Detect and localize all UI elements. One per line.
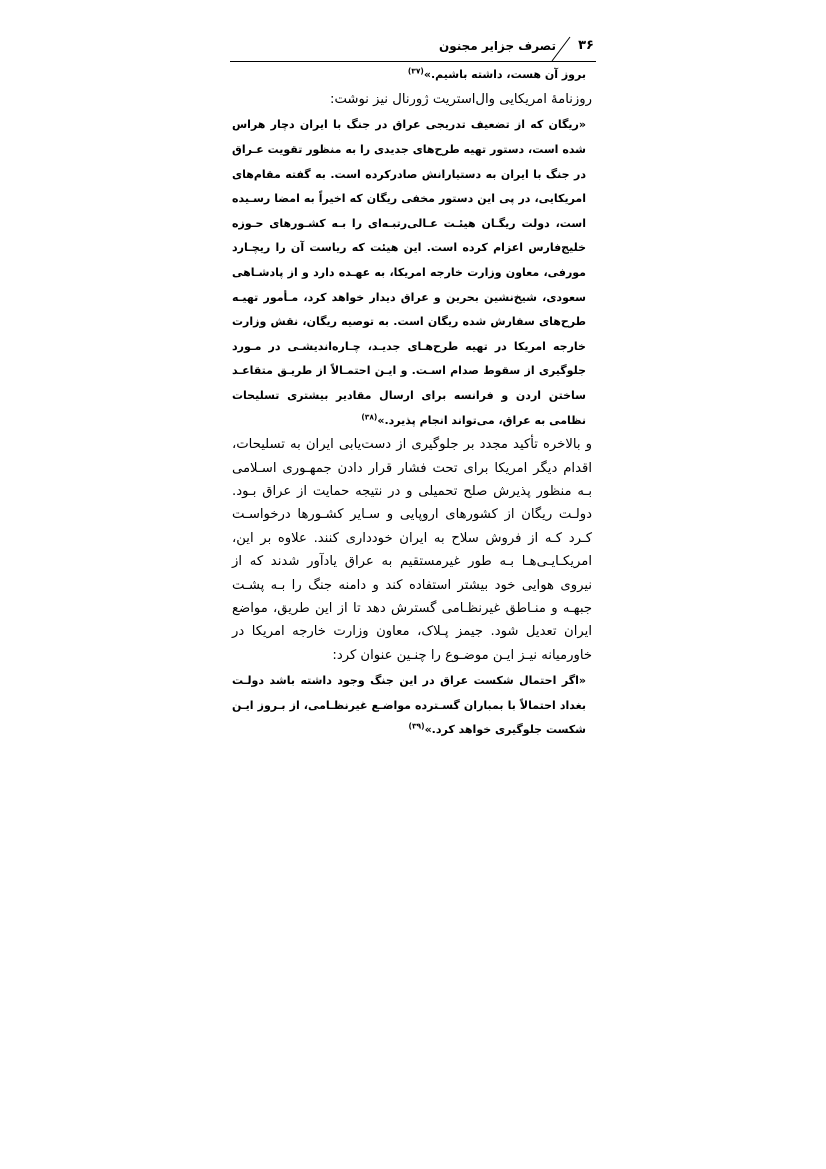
body-paragraph: و بالاخره تأکید مجدد بر جلوگیری از دست‌یابی ایران به تسلیحات، اقدام دیگر امریکا برای تحت فشار قرار دادن جمهـوری اسـلامی بـه منظور پذیرش صلح تحمیلی و در نتیجه حمایت از عراق بـود. دولـت ریگان از کشورهای اروپایی و سـایر کشـورها درخواسـت کـرد کـه از فروش سلاح به ایران خودداری کنند. علاوه بر این، امریکـایـی‌هـا بـه طور غیرمستقیم به عراق یادآور شدند که از نیروی هوایی خود بیشتر استفاده کند و دامنه جنگ را بـه پشـت جبهـه و منـاطق غیرنظـامی گسترش دهد تا از این طریق، مواضع ایران تعدیل شود. جیمز پـلاک، معاون وزارت خارجه امریکا در خاورمیانه نیـز ایـن موضـوع را چنـین عنوان کرد: <box>232 437 592 663</box>
running-title: تصرف جزایر مجنون <box>438 39 556 53</box>
intro-line: روزنامهٔ امریکایی وال‌استریت ژورنال نیز نوشت: <box>330 92 592 107</box>
block-quote-main-text: «ریگان که از تضعیف تدریجی عراق در جنگ با ایران دچار هراس شده است، دستور تهیه طرح‌های جدیدی را به منظور تقویت عـراق در جنگ با ایران به دستیارانش صادرکرده است. به گفته مقام‌های امریکایی، در پی این دستور مخفی ریگان که اخیراً به امضا رسـیده است، دولت ریگـان هیئـت عـالی‌رتبـه‌ای را بـه کشـورهای حـوزه خلیج‌فارس اعزام کرده است. این هیئت که ریاست آن را ریچـارد مورفی، معاون وزارت خارجه امریکا، به عهـده دارد و از پادشـاهی سعودی، شیخ‌نشین بحرین و عراق دیدار خواهد کرد، مـأمور تهیـه طرح‌های سفارش شده ریگان است. به توصیه ریگان، نقش وزارت خارجه امریکا در تهیه طرح‌هـای جدیـد، چـاره‌اندیشـی در مـورد جلوگیری از سقوط صدام اسـت. و ایـن احتمـالاً از طریـق متقاعـد ساختن اردن و فرانسه برای ارسال مقادیر بیشتری تسلیحات نظامی به عراق، می‌تواند انجام پذیرد.» <box>232 118 586 427</box>
block-quote-final-text: «اگر احتمال شکست عراق در این جنگ وجود داشته باشد دولـت بغداد احتمالاً با بمباران گسـترده مواضـع غیرنظـامی، از بـروز ایـن شکست جلوگیری خواهد کرد.» <box>232 674 586 737</box>
page-body <box>232 64 592 743</box>
block-quote-final <box>232 669 592 743</box>
quote-continuation-text: بروز آن هست، داشته باشیم.» <box>423 68 586 81</box>
footnote-ref-39: (۳۹) <box>408 721 425 731</box>
quote-continuation <box>232 64 592 86</box>
block-quote-main <box>232 113 592 433</box>
footnote-ref-37: (۳۷) <box>407 66 424 76</box>
page-number: ۳۶ <box>578 38 594 53</box>
footnote-ref-38: (۳۸) <box>361 411 378 421</box>
running-header <box>230 36 596 62</box>
header-rule <box>230 61 596 62</box>
